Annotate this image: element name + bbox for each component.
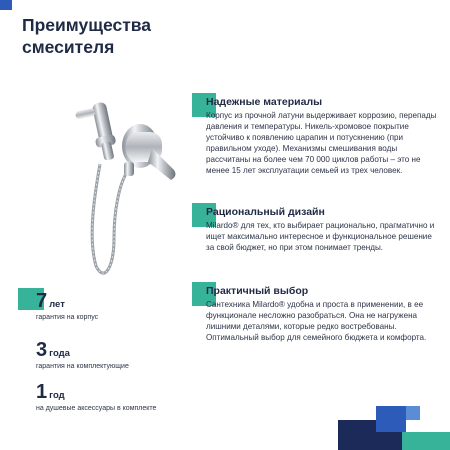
decor-block-green: [402, 432, 450, 450]
title-line-1: Преимущества: [22, 15, 152, 35]
stat-desc: гарантия на корпус: [36, 314, 99, 321]
stat-unit: год: [49, 390, 65, 401]
feature-practical-choice: [206, 282, 438, 343]
feature-heading: Надежные материалы: [206, 96, 323, 108]
corner-accent: [0, 0, 12, 10]
feature-text: Milardo® для тех, кто выбирает рационально, прагматично и ищет максимально интересное и функциональное решение за свой бюджет, но при этом понимает тренды.: [206, 221, 435, 253]
stat-number: 3: [36, 339, 48, 361]
decor-block-lightblue: [406, 406, 420, 420]
stat-number: 1: [36, 381, 48, 403]
feature-heading: Практичный выбор: [206, 285, 309, 297]
warranty-body: [36, 290, 98, 321]
page-title: [22, 14, 151, 58]
hand-shower: [74, 101, 119, 165]
feature-text: Сантехника Milardo® удобна и проста в применении, в ее функционале несложно разобраться. Она не нагружена лишними деталями, которые редко востребованы. Оптимальный выбор для семейного бюджета и комфорта.: [206, 300, 427, 343]
feature-reliable-materials: [206, 93, 438, 177]
stat-desc: на душевые аксессуары в комплекте: [36, 405, 157, 412]
warranty-components: [36, 339, 129, 370]
stat-unit: лет: [49, 299, 65, 310]
decor-block-blue: [376, 406, 406, 432]
title-line-2: смесителя: [22, 37, 115, 57]
warranty-accessories: [36, 381, 156, 412]
feature-heading: Рациональный дизайн: [206, 206, 325, 218]
stat-desc: гарантия на комплектующие: [36, 363, 129, 370]
faucet-image: [70, 88, 180, 283]
feature-text: Корпус из прочной латуни выдерживает коррозию, перепады давления и температуры. Никель-хромовое покрытие устойчиво к появлению царапин и потускнению (при правильном уходе). Механизмы смешивания воды рассчитаны на более чем 70 000 циклов работы – это не менее 15 лет эксплуатации семьей из трех человек.: [206, 111, 437, 176]
feature-rational-design: [206, 203, 438, 253]
stat-number: 7: [36, 290, 48, 312]
stat-unit: года: [49, 348, 70, 359]
